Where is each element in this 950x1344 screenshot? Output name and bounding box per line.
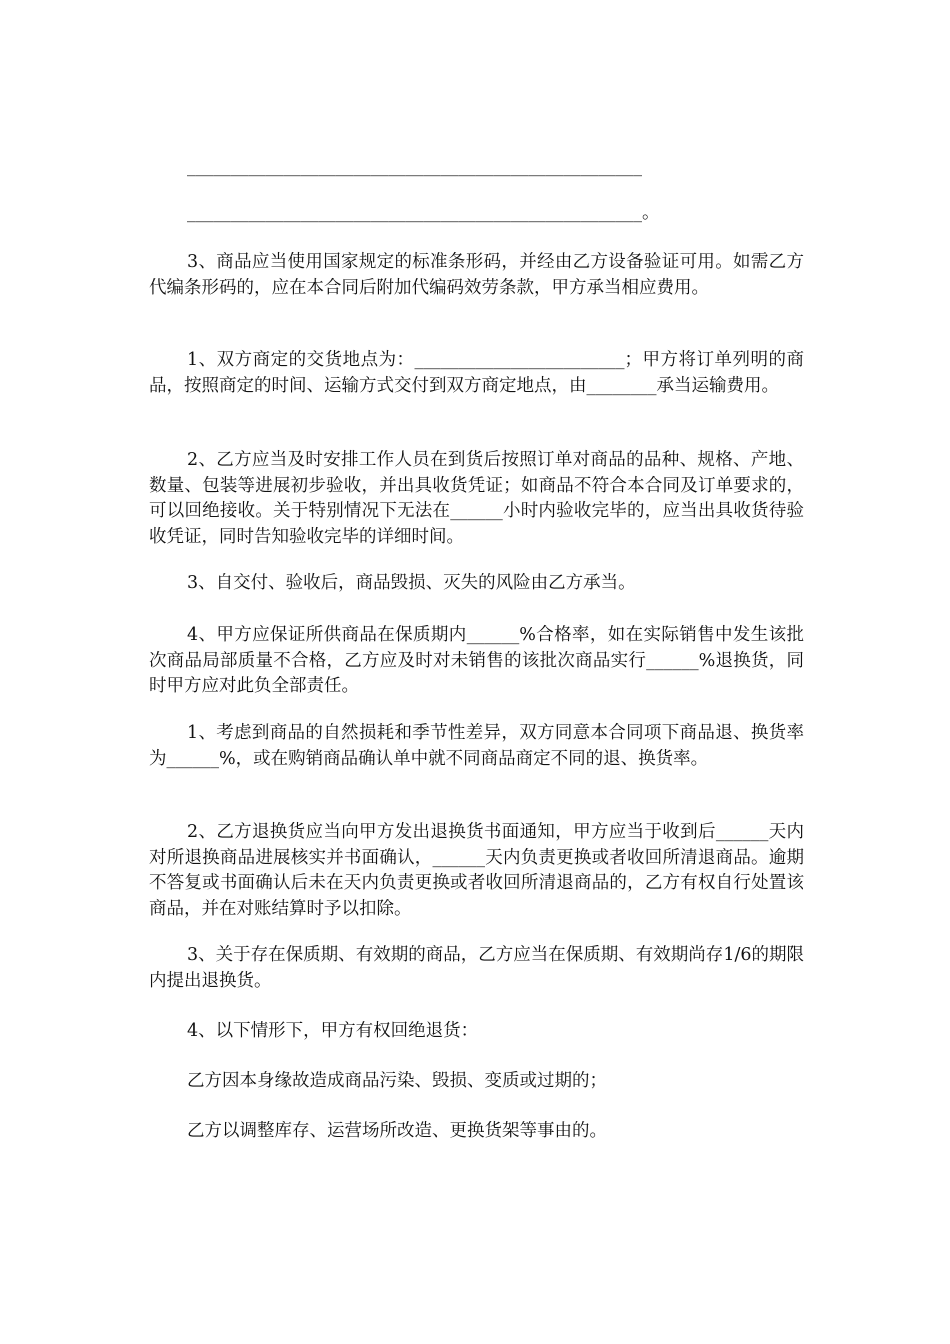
paragraph-inspection: 2、乙方应当及时安排工作人员在到货后按照订单对商品的品种、规格、产地、数量、包装等进展初步验收，并出具收货凭证；如商品不符合本合同及订单要求的，可以回绝接收。关于特别情况下无法在______小时内验收完毕的，应当出具收货待验收凭证，同时告知验收完毕的详细时间。 xyxy=(149,450,804,547)
blank-fill-line: ____________________________________________________ xyxy=(187,157,642,177)
paragraph-shelf-life: 3、关于存在保质期、有效期的商品，乙方应当在保质期、有效期尚存1/6的期限内提出退换货。 xyxy=(149,945,804,991)
paragraph-risk-transfer: 3、自交付、验收后，商品毁损、灭失的风险由乙方承当。 xyxy=(187,573,636,593)
paragraph-return-rate: 1、考虑到商品的自然损耗和季节性差异，双方同意本合同项下商品退、换货率为______%，或在购销商品确认单中就不同商品商定不同的退、换货率。 xyxy=(149,723,804,769)
blank-fill-line: ____________________________________________________。 xyxy=(187,203,660,223)
paragraph-quality-guarantee: 4、甲方应保证所供商品在保质期内______%合格率，如在实际销售中发生该批次商品局部质量不合格，乙方应及时对未销售的该批次商品实行______%退换货，同时甲方应对此负全部责任。 xyxy=(149,625,804,696)
paragraph-refusal-item: 乙方因本身缘故造成商品污染、毁损、变质或过期的； xyxy=(187,1071,607,1091)
paragraph-barcode: 3、商品应当使用国家规定的标准条形码，并经由乙方设备验证可用。如需乙方代编条形码的，应在本合同后附加代编码效劳条款，甲方承当相应费用。 xyxy=(149,252,804,298)
paragraph-refusal-heading: 4、以下情形下，甲方有权回绝退货： xyxy=(187,1021,479,1041)
paragraph-delivery-location: 1、双方商定的交货地点为：________________________；甲方将订单列明的商品，按照商定的时间、运输方式交付到双方商定地点，由________承当运输费用。 xyxy=(149,350,804,396)
paragraph-return-notice: 2、乙方退换货应当向甲方发出退换货书面通知，甲方应当于收到后______天内对所退换商品进展核实并书面确认，______天内负责更换或者收回所清退商品。逾期不答复或书面确认后未在天内负责更换或者收回所清退商品的，乙方有权自行处置该商品，并在对账结算时予以扣除。 xyxy=(149,822,804,919)
paragraph-refusal-item: 乙方以调整库存、运营场所改造、更换货架等事由的。 xyxy=(187,1121,607,1141)
